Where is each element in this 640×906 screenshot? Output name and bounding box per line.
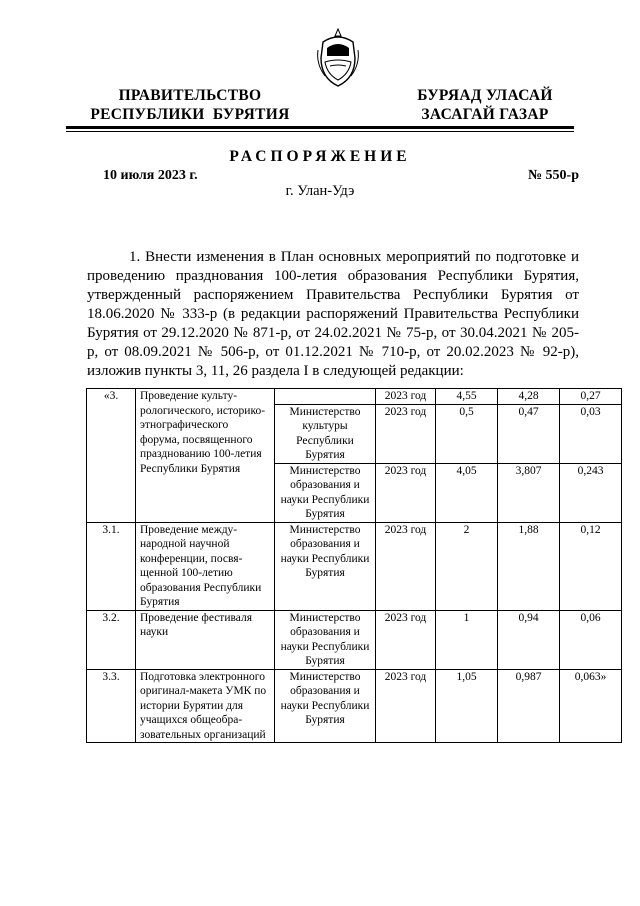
value-1: 1 (436, 610, 498, 669)
table-row (87, 522, 622, 610)
value-1: 2 (436, 522, 498, 610)
table-row (87, 389, 622, 405)
value-3: 0,27 (560, 389, 622, 405)
event-name: Проведение культурологического, историко-этнографического форума, посвященного празднованию 100-летия Республики Бурятия (136, 389, 275, 523)
paragraph-1: 1. Внести изменения в План основных мероприятий по подготовке и проведению празднования 100-летия образования Республики Бурятия, утвержденный распоряжением Правительства Республики Бурятия от 18.06.2020 № 333-р (в редакции распоряжений Правительства Республики Бурятия от 29.12.2020 № 871-р, от 24.02.2021 № 75-р, от 30.04.2021 № 205-р, от 08.09.2021 № 506-р, от 01.12.2021 № 710-р, от 20.02.2023 № 92-р), изложив пункты 3, 11, 26 раздела I в следующей редакции: (87, 249, 579, 379)
year: 2023 год (376, 522, 436, 610)
document-title: РАСПОРЯЖЕНИЕ (229, 148, 411, 165)
plan-table (86, 388, 622, 743)
government-name-bua-line2: ЗАСАГАЙ ГАЗАР (421, 106, 549, 123)
row-number: 3.1. (87, 522, 136, 610)
body-paragraph (87, 248, 579, 381)
value-2: 0,47 (498, 404, 560, 463)
value-2: 4,28 (498, 389, 560, 405)
organization: Министерство образования и науки Республики Бурятия (275, 669, 376, 743)
header-rule-thick (66, 126, 574, 129)
table-row (87, 669, 622, 743)
event-name: Подготовка электронного оригинал-макета УМК по истории Бурятии для учащихся общеобразовательных организаций (136, 669, 275, 743)
year: 2023 год (376, 404, 436, 463)
value-2: 3,807 (498, 463, 560, 522)
row-number: 3.2. (87, 610, 136, 669)
value-1: 4,05 (436, 463, 498, 522)
year: 2023 год (376, 669, 436, 743)
government-name-bua-line1: БУРЯАД УЛАСАЙ (417, 87, 553, 104)
value-3: 0,12 (560, 522, 622, 610)
table-row (87, 610, 622, 669)
coat-of-arms-emblem (313, 28, 363, 88)
government-name-ru-line1: ПРАВИТЕЛЬСТВО (118, 87, 262, 104)
government-name-ru-line2: РЕСПУБЛИКИ БУРЯТИЯ (90, 106, 290, 123)
organization: Министерство образования и науки Республики Бурятия (275, 463, 376, 522)
value-2: 0,94 (498, 610, 560, 669)
organization: Министерство образования и науки Республики Бурятия (275, 610, 376, 669)
value-2: 0,987 (498, 669, 560, 743)
event-name: Проведение фестиваля науки (136, 610, 275, 669)
value-1: 1,05 (436, 669, 498, 743)
header-rule-thin (66, 131, 574, 132)
document-date: 10 июля 2023 г. (103, 168, 198, 183)
value-3: 0,243 (560, 463, 622, 522)
row-number: «3. (87, 389, 136, 523)
document-number: № 550-р (527, 168, 579, 183)
organization: Министерство культуры Республики Бурятия (275, 404, 376, 463)
year: 2023 год (376, 389, 436, 405)
year: 2023 год (376, 610, 436, 669)
value-3: 0,06 (560, 610, 622, 669)
header-right (400, 86, 570, 124)
value-2: 1,88 (498, 522, 560, 610)
document-city: г. Улан-Удэ (285, 183, 355, 199)
value-1: 0,5 (436, 404, 498, 463)
header-left (70, 86, 310, 124)
row-number: 3.3. (87, 669, 136, 743)
organization (275, 389, 376, 405)
year: 2023 год (376, 463, 436, 522)
organization: Министерство образования и науки Республики Бурятия (275, 522, 376, 610)
value-3: 0,03 (560, 404, 622, 463)
value-3: 0,063» (560, 669, 622, 743)
value-1: 4,55 (436, 389, 498, 405)
event-name: Проведение международной научной конференции, посвященной 100-летию образования Республики Бурятия (136, 522, 275, 610)
